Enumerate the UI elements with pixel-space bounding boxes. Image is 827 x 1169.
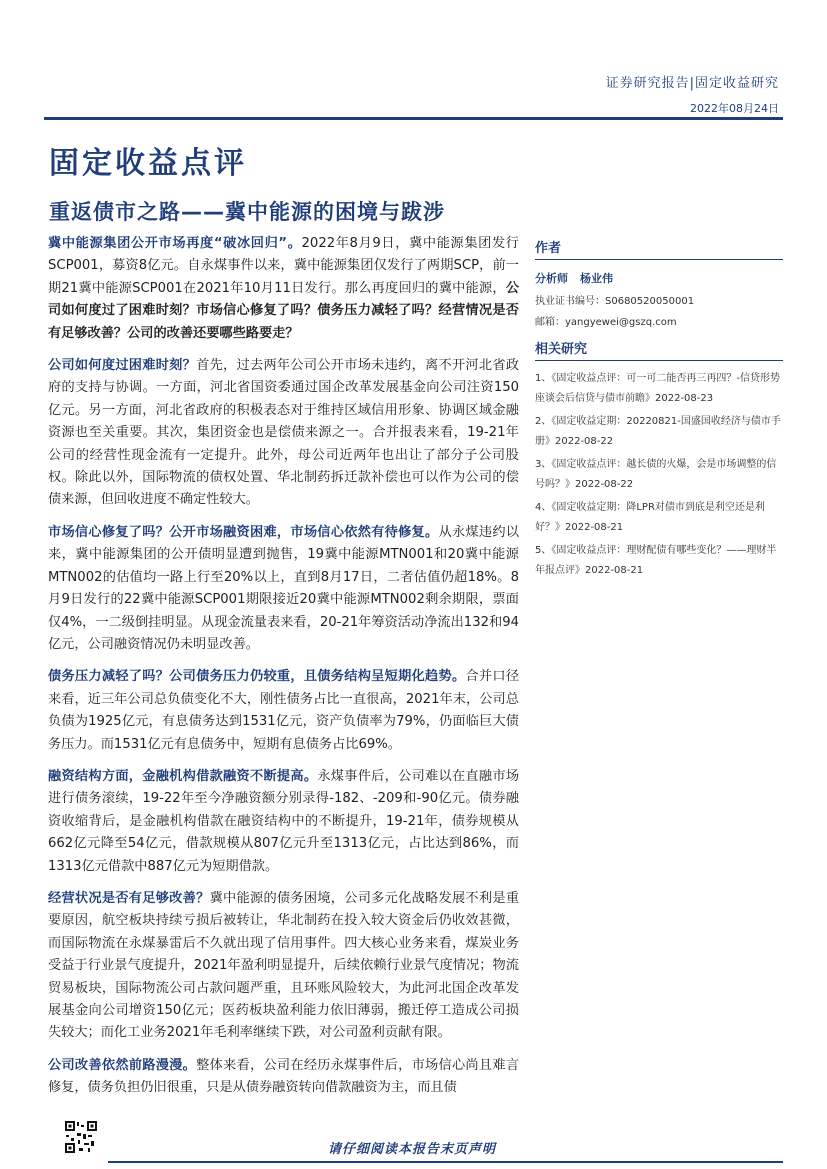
related-research-item[interactable]: 4、《固定收益定期：降LPR对债市到底是利空还是利好？》2022-08-21 bbox=[535, 502, 765, 533]
paragraph-lead: 融资结构方面，金融机构借款融资不断提高。 bbox=[48, 768, 318, 784]
document-title: 重返债市之路——冀中能源的困境与跋涉 bbox=[49, 200, 445, 224]
paragraph bbox=[48, 355, 519, 512]
qr-code-icon bbox=[64, 1120, 98, 1154]
paragraph-body: 合并口径来看，近三年公司总负债变化不大，刚性债务占比一直很高，2021年末，公司总负债为1925亿元，有息债务达到1531亿元，资产负债率为79%，仍面临巨大债务压力。而1531亿元有息债务中，短期有息债务占比69%。 bbox=[48, 669, 520, 752]
paragraph-body: 冀中能源的债务困境，公司多元化战略发展不利是重要原因，航空板块持续亏损后被转让，华北制药在投入较大资金后仍收效甚微，而国际物流在永煤暴雷后不久就出现了信用事件。四大核心业务来看，煤炭业务受益于行业景气度提升，2021年盈利明显提升，后续依赖行业景气度情况；物流贸易板块，国际物流公司占款问题严重，且环账风险较大，为此河北国企改革发展基金向公司增资150亿元；医药板块盈利能力依旧薄弱，搬迁停工造成公司损失较大；而化工业务2021年毛利率继续下跌，对公司盈利贡献有限。 bbox=[48, 890, 520, 1041]
related-research-list bbox=[535, 369, 783, 581]
license-number: 执业证书编号：S0680520050001 bbox=[535, 296, 695, 307]
related-heading: 相关研究 bbox=[535, 338, 783, 361]
paragraph-emphasis: 公司如何度过了困难时刻？市场信心修复了吗？债务压力减轻了吗？经营情况是否有足够改善？公司的改善还要哪些路要走？ bbox=[48, 280, 519, 341]
sidebar bbox=[535, 237, 783, 584]
related-research-item[interactable]: 2、《固定收益定期：20220821-国盛国收经济与债市手册》2022-08-22 bbox=[535, 416, 781, 447]
paragraph bbox=[48, 766, 519, 878]
disclaimer-note: 请仔细阅读本报告末页声明 bbox=[328, 1142, 497, 1157]
analyst-email[interactable]: 邮箱：yangyewei@gszq.com bbox=[535, 317, 677, 328]
report-date: 2022年08月24日 bbox=[690, 102, 779, 115]
document-type: 固定收益点评 bbox=[49, 146, 247, 181]
related-research-item[interactable]: 5、《固定收益点评：理财配债有哪些变化？——理财半年报点评》2022-08-21 bbox=[535, 545, 777, 576]
paragraph bbox=[48, 888, 519, 1045]
paragraph-lead: 冀中能源集团公开市场再度“破冰回归”。 bbox=[48, 236, 302, 251]
analyst-name: 杨业伟 bbox=[580, 272, 613, 285]
paragraph-body: 2022年8月9日，冀中能源集团发行SCP001，募资8亿元。自永煤事件以来，冀中能源集团仅发行了两期SCP，前一期21冀中能源SCP001在2021年10月11日发行。那么再度回归的冀中能源， bbox=[48, 236, 519, 296]
paragraph-lead: 公司如何度过困难时刻？ bbox=[48, 358, 197, 374]
paragraph bbox=[48, 666, 519, 756]
paragraph bbox=[48, 522, 519, 656]
paragraph-body: 永煤事件后，公司难以在直融市场进行债务滚续，19-22年至今净融资额分别录得-182、-209和-90亿元。债券融资收缩背后，是金融机构借款在融资结构中的不断提升，19-21年，债券规模从662亿元降至54亿元，借款规模从807亿元升至1313亿元，占比达到86%，而1313亿元借款中887亿元为短期借款。 bbox=[48, 768, 520, 874]
paragraph-lead: 公司改善依然前路漫漫。 bbox=[48, 1057, 197, 1073]
paragraph bbox=[48, 233, 519, 345]
author-heading: 作者 bbox=[535, 237, 783, 260]
related-research-item[interactable]: 1、《固定收益点评：可一可二能否再三再四？-信贷形势座谈会后信贷与债市前瞻》2022-08-23 bbox=[535, 373, 780, 404]
main-body bbox=[48, 233, 519, 1110]
related-research-item[interactable]: 3、《固定收益点评：越长债的火爆，会是市场调整的信号吗？》2022-08-22 bbox=[535, 459, 777, 490]
analyst-line bbox=[535, 270, 783, 286]
paragraph-body: 整体来看，公司在经历永煤事件后，市场信心尚且难言修复，债务负担仍旧很重，只是从债券融资转向借款融资为主，而且债 bbox=[48, 1057, 520, 1096]
paragraph bbox=[48, 1055, 519, 1100]
analyst-role: 分析师 bbox=[535, 272, 568, 285]
footer-divider bbox=[108, 1161, 783, 1163]
report-header bbox=[606, 72, 779, 116]
paragraph-body: 从永煤违约以来，冀中能源集团的公开债明显遭到抛售，19冀中能源MTN001和20冀中能源MTN002的估值均一路上行至20%以上，直到8月17日，二者估值仍超18%。8月9日发行的22冀中能源SCP001期限接近20冀中能源MTN002剩余期限，票面仅4%，一二级倒挂明显。从现金流量表来看，20-21年筹资活动净流出132和94亿元，公司融资情况仍未明显改善。 bbox=[48, 524, 520, 652]
header-divider bbox=[44, 117, 783, 120]
report-category: 证券研究报告|固定收益研究 bbox=[605, 76, 779, 91]
paragraph-body: 首先，过去两年公司公开市场未违约，离不开河北省政府的支持与协调。一方面，河北省国资委通过国企改革发展基金向公司注资150亿元。另一方面，河北省政府的积极表态对于维持区域信用形象、协调区域金融资源也至关重要。其次，集团资金也是偿债来源之一。合并报表来看，19-21年公司的经营性现金流有一定提升。此外，母公司近两年也出让了部分子公司股权。除此以外，国际物流的债权处置、华北制药拆迁款补偿也可以作为公司的偿债来源，但回收进度不确定性较大。 bbox=[48, 358, 520, 508]
paragraph-lead: 债务压力减轻了吗？公司债务压力仍较重，且债务结构呈短期化趋势。 bbox=[48, 669, 466, 685]
paragraph-lead: 经营状况是否有足够改善？ bbox=[48, 890, 210, 906]
paragraph-lead: 市场信心修复了吗？公开市场融资困难，市场信心依然有待修复。 bbox=[48, 524, 439, 540]
